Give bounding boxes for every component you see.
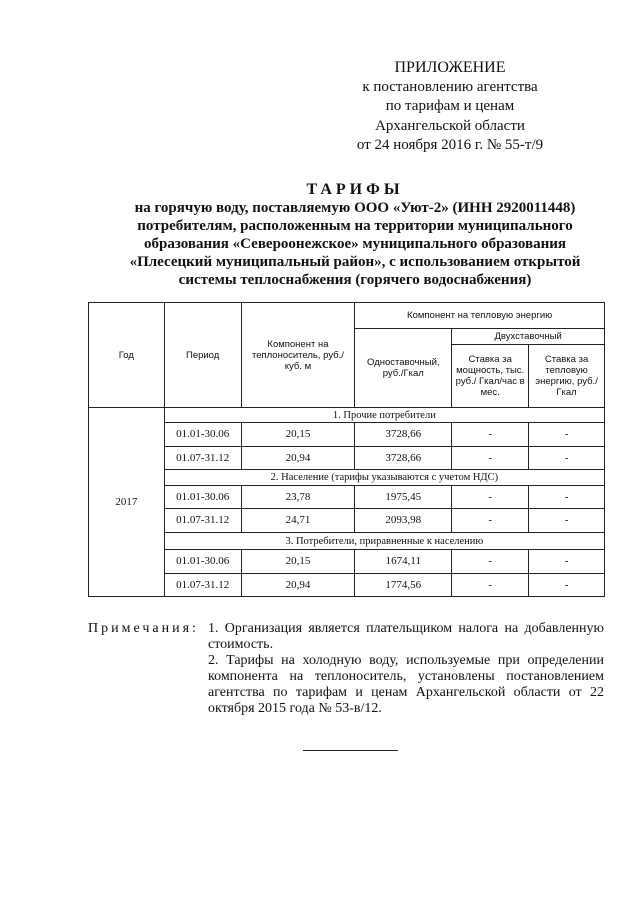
- title-main: ТАРИФЫ: [306, 181, 404, 198]
- capacity-cell: -: [452, 550, 529, 574]
- energy-rate-cell: -: [529, 574, 605, 597]
- note-item: 1. Организация является плательщиком налога на добавленную стоимость.: [208, 621, 604, 652]
- header-carrier-component: Компонент на теплоноситель, руб./куб. м: [241, 303, 355, 408]
- appendix-date: от 24 ноября 2016 г. № 55-т/9: [356, 137, 544, 153]
- energy-rate-cell: -: [529, 550, 605, 574]
- title-line: образования «Североонежское» муниципального образования: [144, 236, 566, 252]
- capacity-cell: -: [452, 486, 529, 509]
- appendix-line: по тарифам и ценам: [385, 98, 515, 114]
- header-single-rate: Одноставочный, руб./Гкал: [355, 329, 452, 408]
- carrier-cell: 20,15: [241, 550, 355, 574]
- appendix-block: [340, 58, 560, 156]
- energy-rate-cell: -: [529, 447, 605, 470]
- title-line: потребителям, расположенным на территории муниципального: [137, 218, 573, 234]
- notes-list: [208, 621, 604, 717]
- energy-rate-cell: -: [529, 423, 605, 447]
- single-rate-cell: 3728,66: [355, 423, 452, 447]
- note-item: 2. Тарифы на холодную воду, используемые при определении компонента на теплоноситель, установлены постановлением агентства по тарифам и ценам Архангельской области от 22 октября 2015 года № 53-в/12.: [208, 653, 604, 716]
- capacity-cell: -: [452, 509, 529, 533]
- carrier-cell: 20,94: [241, 574, 355, 597]
- document-title: [95, 181, 615, 289]
- energy-rate-cell: -: [529, 486, 605, 509]
- header-energy-rate: Ставка за тепловую энергию, руб./Гкал: [529, 345, 605, 408]
- header-capacity-rate: Ставка за мощность, тыс. руб./ Гкал/час в мес.: [452, 345, 529, 408]
- header-double-rate: Двухставочный: [452, 329, 605, 345]
- period-cell: 01.07-31.12: [164, 447, 241, 470]
- capacity-cell: -: [452, 574, 529, 597]
- section-title: 3. Потребители, приравненные к населению: [164, 533, 604, 550]
- capacity-cell: -: [452, 423, 529, 447]
- single-rate-cell: 1774,56: [355, 574, 452, 597]
- capacity-cell: -: [452, 447, 529, 470]
- period-cell: 01.01-30.06: [164, 550, 241, 574]
- single-rate-cell: 1674,11: [355, 550, 452, 574]
- year-cell: 2017: [89, 408, 165, 597]
- period-cell: 01.07-31.12: [164, 574, 241, 597]
- section-title: 1. Прочие потребители: [164, 408, 604, 423]
- period-cell: 01.01-30.06: [164, 486, 241, 509]
- appendix-line: Архангельской области: [375, 117, 525, 134]
- header-period: Период: [164, 303, 241, 408]
- title-line: на горячую воду, поставляемую ООО «Уют-2» (ИНН 2920011448): [134, 200, 576, 216]
- period-cell: 01.07-31.12: [164, 509, 241, 533]
- notes-label: Примечания:: [88, 621, 199, 636]
- appendix-line: к постановлению агентства: [362, 78, 538, 95]
- header-energy-component: Компонент на тепловую энергию: [355, 303, 605, 329]
- single-rate-cell: 2093,98: [355, 509, 452, 533]
- tariff-table: [88, 302, 605, 597]
- energy-rate-cell: -: [529, 509, 605, 533]
- carrier-cell: 20,94: [241, 447, 355, 470]
- closing-rule: [303, 750, 398, 751]
- carrier-cell: 23,78: [241, 486, 355, 509]
- appendix-heading: ПРИЛОЖЕНИЕ: [394, 59, 506, 76]
- header-year: Год: [89, 303, 165, 408]
- title-line: системы теплоснабжения (горячего водоснабжения): [178, 272, 532, 288]
- carrier-cell: 24,71: [241, 509, 355, 533]
- section-title: 2. Население (тарифы указываются с учетом НДС): [164, 470, 604, 486]
- title-line: «Плесецкий муниципальный район», с использованием открытой: [129, 254, 581, 270]
- single-rate-cell: 1975,45: [355, 486, 452, 509]
- carrier-cell: 20,15: [241, 423, 355, 447]
- period-cell: 01.01-30.06: [164, 423, 241, 447]
- single-rate-cell: 3728,66: [355, 447, 452, 470]
